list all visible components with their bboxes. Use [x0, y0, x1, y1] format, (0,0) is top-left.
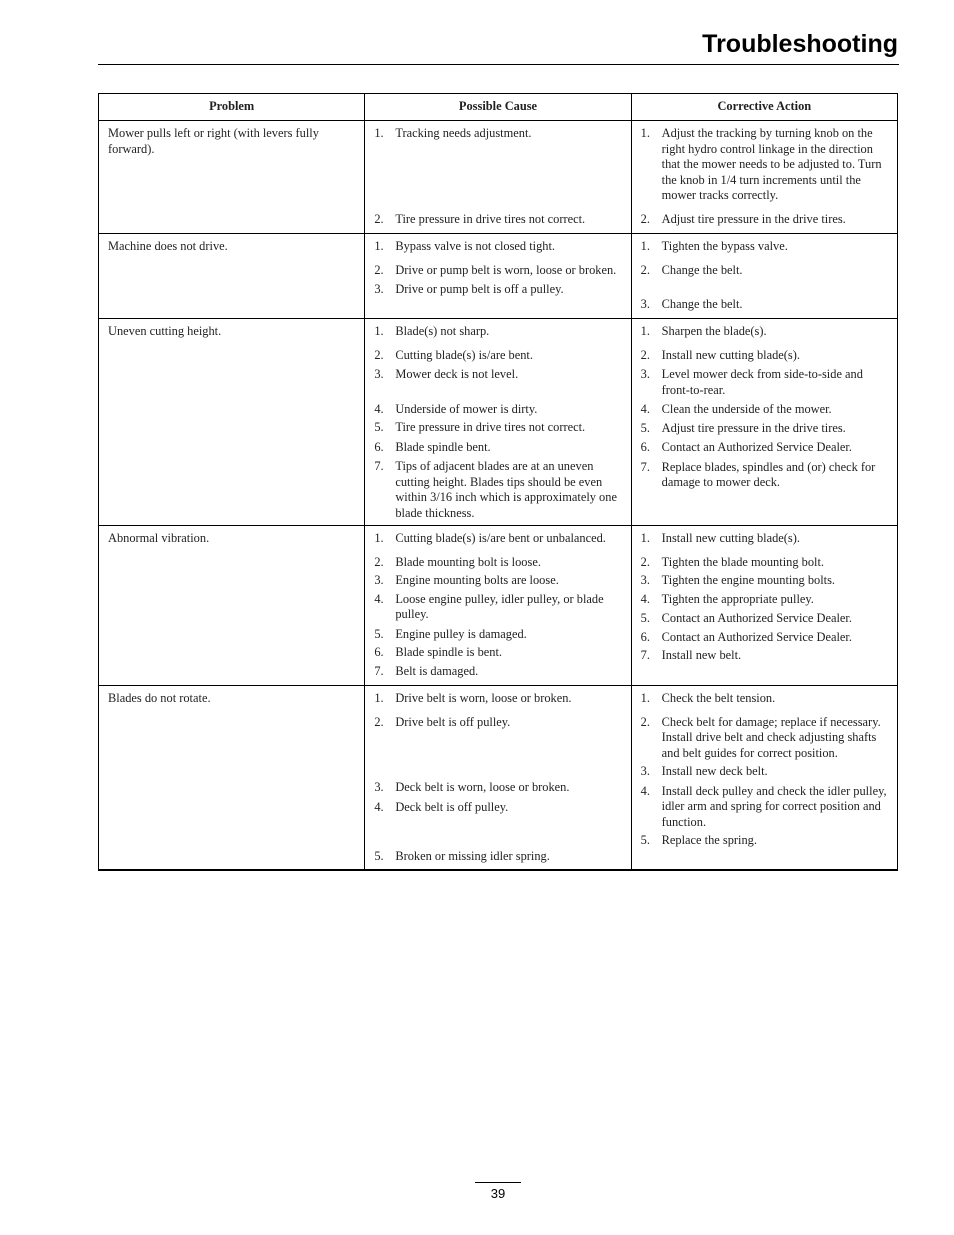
action-text: Tighten the engine mounting bolts.	[661, 573, 836, 587]
action-number: 5.	[640, 420, 650, 435]
cause-item	[374, 531, 624, 547]
action-text: Install new deck belt.	[661, 764, 768, 778]
action-number: 2.	[640, 714, 650, 729]
action-item	[641, 421, 891, 437]
action-item	[641, 555, 891, 571]
column-header-problem: Problem	[99, 94, 365, 121]
cause-number: 2.	[374, 262, 384, 277]
action-text: Change the belt.	[661, 262, 743, 277]
action-number: 1.	[640, 691, 650, 705]
cause-item	[374, 573, 624, 589]
cause-text: Drive belt is off pulley.	[395, 714, 511, 729]
cause-text: Broken or missing idler spring.	[395, 849, 550, 863]
cause-item	[374, 239, 624, 255]
action-text: Check the belt tension.	[661, 691, 776, 705]
corrective-action-cell	[631, 686, 897, 870]
action-item	[641, 784, 891, 831]
page-title: Troubleshooting	[702, 30, 898, 58]
cause-text: Engine pulley is damaged.	[395, 626, 527, 641]
cause-text: Tire pressure in drive tires not correct.	[395, 211, 586, 226]
cause-number: 1.	[374, 239, 384, 253]
table-row	[99, 234, 898, 319]
possible-cause-cell	[365, 526, 631, 686]
cause-text: Tracking needs adjustment.	[395, 126, 532, 140]
action-number: 2.	[640, 211, 650, 226]
cause-text: Loose engine pulley, idler pulley, or blade pulley.	[395, 591, 604, 621]
cause-item	[374, 263, 624, 279]
cause-number: 4.	[374, 401, 384, 416]
action-item	[641, 440, 891, 456]
cause-item	[374, 627, 624, 643]
cause-number: 6.	[374, 645, 384, 659]
cause-number: 6.	[374, 439, 384, 454]
cause-item	[374, 212, 624, 228]
action-number: 1.	[640, 239, 650, 253]
cause-text: Drive or pump belt is worn, loose or broken.	[395, 262, 617, 277]
possible-cause-cell	[365, 319, 631, 526]
cause-item	[374, 126, 624, 142]
cause-number: 1.	[374, 324, 384, 338]
action-number: 4.	[640, 783, 650, 798]
cause-item	[374, 420, 624, 436]
action-number: 3.	[640, 573, 650, 587]
cause-text: Tire pressure in drive tires not correct.	[395, 420, 586, 434]
cause-text: Engine mounting bolts are loose.	[395, 573, 559, 587]
corrective-action-cell	[631, 526, 897, 686]
action-text: Tighten the bypass valve.	[661, 239, 788, 253]
possible-cause-cell	[365, 686, 631, 870]
cause-number: 4.	[374, 799, 384, 814]
cause-item	[374, 691, 624, 707]
action-number: 3.	[640, 764, 650, 778]
problem-cell: Machine does not drive.	[99, 234, 365, 319]
action-item	[641, 212, 891, 228]
action-number: 2.	[640, 347, 650, 362]
cause-number: 5.	[374, 420, 384, 434]
cause-item	[374, 555, 624, 571]
action-number: 7.	[640, 459, 650, 474]
problem-cell: Uneven cutting height.	[99, 319, 365, 526]
action-item	[641, 833, 891, 849]
cause-number: 2.	[374, 347, 384, 362]
cause-text: Mower deck is not level.	[395, 367, 519, 381]
action-text: Install new belt.	[661, 648, 742, 662]
table-row	[99, 319, 898, 526]
action-number: 5.	[640, 833, 650, 847]
action-text: Contact an Authorized Service Dealer.	[661, 629, 852, 644]
action-item	[641, 611, 891, 627]
corrective-action-cell	[631, 234, 897, 319]
cause-text: Bypass valve is not closed tight.	[395, 239, 556, 253]
action-text: Replace the spring.	[661, 833, 757, 847]
cause-item	[374, 800, 624, 816]
cause-text: Belt is damaged.	[395, 663, 479, 678]
action-text: Replace blades, spindles and (or) check for damage to mower deck.	[661, 459, 876, 489]
cause-text: Blade spindle bent.	[395, 439, 491, 454]
action-item	[641, 402, 891, 418]
possible-cause-cell	[365, 234, 631, 319]
possible-cause-cell	[365, 121, 631, 234]
cause-item	[374, 367, 624, 383]
action-item	[641, 126, 891, 204]
action-number: 3.	[640, 297, 650, 311]
action-item	[641, 460, 891, 491]
cause-number: 3.	[374, 282, 384, 296]
table-row	[99, 121, 898, 234]
action-number: 5.	[640, 611, 650, 625]
cause-text: Drive or pump belt is off a pulley.	[395, 282, 564, 296]
cause-item	[374, 459, 624, 521]
action-item	[641, 367, 891, 398]
troubleshooting-table	[98, 93, 898, 871]
action-number: 4.	[640, 402, 650, 416]
cause-number: 3.	[374, 367, 384, 381]
cause-number: 7.	[374, 663, 384, 678]
cause-item	[374, 282, 624, 298]
cause-number: 1.	[374, 126, 384, 140]
action-number: 4.	[640, 591, 650, 606]
action-item	[641, 764, 891, 780]
cause-item	[374, 402, 624, 418]
action-number: 6.	[640, 629, 650, 644]
action-text: Contact an Authorized Service Dealer.	[661, 440, 852, 454]
cause-number: 5.	[374, 849, 384, 863]
footer-rule	[475, 1182, 521, 1183]
action-item	[641, 630, 891, 646]
action-text: Install new cutting blade(s).	[661, 531, 800, 545]
action-text: Change the belt.	[661, 297, 743, 311]
action-text: Sharpen the blade(s).	[661, 324, 767, 338]
page-number: 39	[490, 1186, 506, 1201]
action-text: Adjust the tracking by turning knob on the right hydro control linkage in the direction that the mower needs to be adjusted to. Turn the knob in 1/4 turn increments until the mower tracks correctly.	[661, 126, 882, 202]
cause-text: Deck belt is off pulley.	[395, 799, 509, 814]
cause-text: Blade mounting bolt is loose.	[395, 554, 541, 569]
cause-item	[374, 324, 624, 340]
action-number: 1.	[640, 324, 650, 338]
action-number: 1.	[640, 126, 650, 140]
action-number: 2.	[640, 262, 650, 277]
cause-item	[374, 348, 624, 364]
action-text: Tighten the appropriate pulley.	[661, 591, 814, 606]
action-text: Install new cutting blade(s).	[661, 347, 800, 362]
action-text: Adjust tire pressure in the drive tires.	[661, 211, 846, 226]
action-text: Clean the underside of the mower.	[661, 402, 832, 416]
cause-item	[374, 664, 624, 680]
table-row	[99, 526, 898, 686]
action-item	[641, 263, 891, 279]
action-item	[641, 324, 891, 340]
cause-number: 7.	[374, 459, 384, 473]
column-header-possible-cause: Possible Cause	[365, 94, 631, 121]
action-item	[641, 648, 891, 664]
cause-number: 1.	[374, 531, 384, 545]
action-text: Install deck pulley and check the idler pulley, idler arm and spring for correct position and function.	[661, 783, 887, 829]
table-row	[99, 686, 898, 870]
problem-cell: Blades do not rotate.	[99, 686, 365, 870]
cause-text: Blade spindle is bent.	[395, 645, 503, 659]
action-item	[641, 531, 891, 547]
action-text: Tighten the blade mounting bolt.	[661, 554, 824, 569]
title-rule	[98, 64, 899, 65]
column-header-corrective-action: Corrective Action	[631, 94, 897, 121]
cause-number: 4.	[374, 591, 384, 606]
action-item	[641, 592, 891, 608]
cause-item	[374, 780, 624, 796]
cause-text: Tips of adjacent blades are at an uneven cutting height. Blades tips should be even within 3/16 inch which is approximately one blade thickness.	[395, 459, 617, 520]
action-number: 2.	[640, 554, 650, 569]
action-item	[641, 348, 891, 364]
action-item	[641, 573, 891, 589]
cause-number: 1.	[374, 691, 384, 705]
action-item	[641, 715, 891, 762]
cause-number: 3.	[374, 573, 384, 587]
action-item	[641, 691, 891, 707]
cause-item	[374, 592, 624, 623]
cause-number: 2.	[374, 211, 384, 226]
cause-text: Cutting blade(s) is/are bent.	[395, 347, 533, 362]
corrective-action-cell	[631, 121, 897, 234]
action-number: 7.	[640, 648, 650, 662]
action-item	[641, 297, 891, 313]
action-text: Contact an Authorized Service Dealer.	[661, 611, 852, 625]
corrective-action-cell	[631, 319, 897, 526]
cause-number: 5.	[374, 626, 384, 641]
action-text: Check belt for damage; replace if necessary. Install drive belt and check adjusting shafts and belt guides for correct position.	[661, 714, 881, 760]
problem-cell: Mower pulls left or right (with levers fully forward).	[99, 121, 365, 234]
cause-item	[374, 440, 624, 456]
cause-item	[374, 715, 624, 731]
cause-number: 2.	[374, 554, 384, 569]
cause-text: Deck belt is worn, loose or broken.	[395, 780, 570, 794]
cause-number: 3.	[374, 780, 384, 794]
cause-number: 2.	[374, 714, 384, 729]
problem-cell: Abnormal vibration.	[99, 526, 365, 686]
action-text: Adjust tire pressure in the drive tires.	[661, 420, 846, 435]
cause-text: Cutting blade(s) is/are bent or unbalanced.	[395, 531, 606, 545]
action-text: Level mower deck from side-to-side and front-to-rear.	[661, 367, 863, 397]
cause-item	[374, 645, 624, 661]
cause-text: Drive belt is worn, loose or broken.	[395, 691, 572, 705]
action-number: 1.	[640, 531, 650, 545]
cause-text: Underside of mower is dirty.	[395, 401, 538, 416]
action-number: 6.	[640, 440, 650, 454]
cause-text: Blade(s) not sharp.	[395, 324, 490, 338]
cause-item	[374, 849, 624, 865]
action-item	[641, 239, 891, 255]
table-header-row	[99, 94, 898, 121]
action-number: 3.	[640, 367, 650, 381]
